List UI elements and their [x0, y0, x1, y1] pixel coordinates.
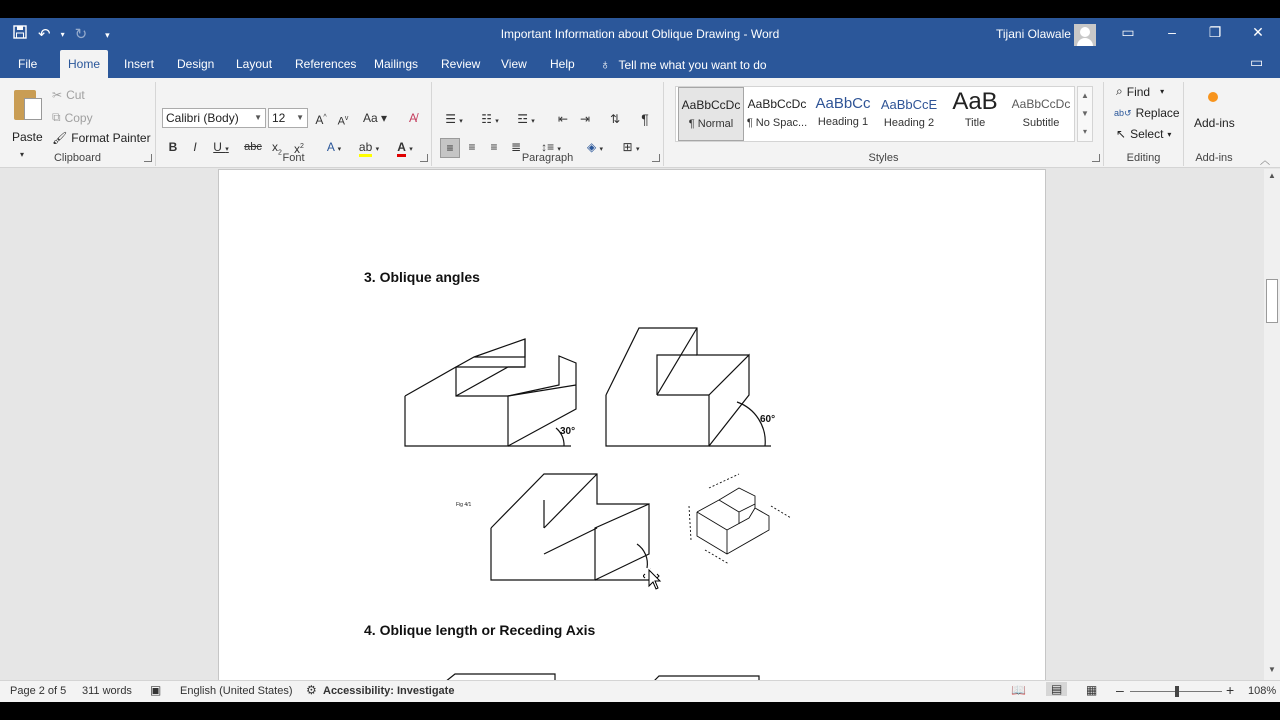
tab-mailings[interactable]: Mailings — [374, 57, 419, 71]
bullets-icon[interactable]: ☰ ▾ — [445, 112, 463, 126]
paste-icon[interactable] — [14, 88, 42, 122]
scroll-up-icon[interactable]: ▲ — [1268, 171, 1276, 180]
zoom-out-icon[interactable]: – — [1116, 682, 1124, 698]
styles-label: Styles — [868, 152, 899, 164]
show-formatting-icon[interactable]: ¶ — [641, 111, 649, 127]
format-painter-button[interactable] — [52, 131, 151, 145]
paragraph-label: Paragraph — [521, 152, 574, 164]
tab-help[interactable]: Help — [550, 57, 575, 71]
addins-button[interactable]: Add-ins — [1194, 116, 1235, 130]
decrease-indent-icon[interactable]: ⇤ — [557, 112, 569, 126]
strikethrough-icon[interactable]: abc — [244, 141, 262, 153]
status-bar — [0, 680, 1280, 702]
superscript-icon[interactable]: $x^2$ — [294, 142, 304, 156]
editing-group — [1104, 82, 1184, 166]
tab-home[interactable]: Home — [60, 50, 108, 78]
copy-icon: ⧉ — [52, 110, 61, 124]
line-spacing-icon[interactable]: ↕≡ ▾ — [541, 140, 561, 154]
style-name: ¶ Normal — [688, 118, 734, 130]
styles-scroll[interactable] — [1077, 86, 1093, 142]
style-heading-1[interactable] — [810, 87, 876, 141]
format-painter-label: Format Painter — [71, 131, 151, 145]
replace-label: Replace — [1135, 106, 1180, 120]
style-heading-2[interactable] — [876, 87, 942, 141]
tab-review[interactable]: Review — [441, 57, 481, 71]
clear-formatting-icon[interactable]: A̸ — [408, 111, 417, 125]
avatar[interactable] — [1074, 24, 1096, 46]
chevron-up-icon[interactable]: ▲ — [1081, 91, 1089, 100]
tab-file[interactable]: File — [18, 57, 38, 71]
bold-icon[interactable]: B — [168, 140, 178, 154]
redo-icon[interactable]: ↻ — [74, 25, 88, 43]
style-name: Subtitle — [1022, 117, 1060, 129]
underline-icon[interactable]: U ▾ — [213, 140, 229, 154]
cursor-move-icon — [643, 568, 663, 592]
zoom-slider-thumb[interactable] — [1175, 686, 1179, 697]
word-window — [0, 18, 1280, 702]
ribbon-display-options-icon[interactable]: ▭ — [1121, 24, 1135, 40]
figure-note: Fig 4/1 — [456, 502, 472, 508]
font-name-value: Calibri (Body) — [166, 111, 239, 125]
align-right-icon[interactable]: ≡ — [490, 140, 498, 154]
style-preview: AaBbCcDc — [681, 98, 741, 112]
copy-label: Copy — [64, 110, 93, 125]
angle-60-label: 60° — [760, 414, 776, 425]
text-effects-icon[interactable]: A ▾ — [326, 140, 342, 154]
styles-launcher-icon[interactable] — [1092, 154, 1100, 162]
read-mode-icon[interactable]: 📖 — [1011, 683, 1026, 697]
justify-icon[interactable]: ≣ — [510, 140, 522, 154]
align-left-icon[interactable]: ≡ — [440, 138, 460, 158]
style-name: ¶ No Spac... — [746, 117, 808, 129]
paragraph-group — [432, 82, 664, 166]
replace-button[interactable] — [1114, 106, 1180, 120]
increase-indent-icon[interactable]: ⇥ — [579, 112, 591, 126]
style-preview: AaB — [952, 89, 998, 115]
accessibility-status[interactable]: Accessibility: Investigate — [323, 685, 455, 697]
style-name: Heading 1 — [817, 116, 869, 128]
paste-button[interactable]: Paste — [12, 130, 43, 144]
word-count[interactable]: 311 words — [82, 685, 132, 697]
change-case-icon[interactable]: Aa ▾ — [362, 111, 388, 125]
web-layout-icon[interactable]: ▦ — [1086, 683, 1098, 697]
document-page[interactable] — [218, 169, 1046, 682]
close-icon[interactable]: ✕ — [1252, 24, 1264, 40]
cursor-icon: ↖ — [1116, 127, 1127, 141]
chevron-down-icon: ▾ — [1167, 129, 1172, 139]
chevron-down-icon: ▾ — [1160, 87, 1165, 96]
align-center-icon[interactable]: ≡ — [468, 140, 476, 154]
style-preview: AaBbCcDc — [1011, 97, 1071, 111]
borders-icon[interactable]: ⊞ ▾ — [622, 140, 640, 154]
document-area — [0, 169, 1264, 682]
clipboard-label: Clipboard — [53, 152, 102, 164]
editing-label: Editing — [1126, 152, 1161, 164]
accessibility-icon[interactable]: ⚙ — [306, 683, 317, 697]
print-layout-icon[interactable]: ▤ — [1046, 682, 1067, 696]
style-subtitle[interactable] — [1008, 87, 1074, 141]
style-preview: AaBbCc — [815, 95, 871, 112]
italic-icon[interactable]: I — [193, 140, 197, 154]
minimize-icon[interactable]: – — [1168, 24, 1176, 40]
screen-bottom-bar — [0, 702, 1280, 720]
multilevel-list-icon[interactable]: ☲ ▾ — [517, 112, 535, 126]
proofing-icon[interactable]: ▣ — [150, 683, 162, 697]
tell-me-search[interactable] — [600, 50, 767, 78]
shrink-font-icon[interactable]: $A^v$ — [337, 115, 349, 128]
font-size-value: 12 — [272, 111, 286, 125]
heading-oblique-angles: 3. Oblique angles — [364, 269, 480, 285]
undo-icon[interactable]: ↶ — [38, 25, 51, 43]
scroll-down-icon[interactable]: ▼ — [1268, 665, 1276, 674]
font-group — [156, 82, 432, 166]
addins-label: Add-ins — [1195, 152, 1233, 164]
zoom-level[interactable]: 108% — [1248, 685, 1277, 697]
heading-oblique-length: 4. Oblique length or Receding Axis — [364, 622, 596, 638]
language-indicator[interactable]: English (United States) — [180, 685, 293, 697]
clipboard-group — [0, 82, 156, 166]
sort-icon[interactable]: ⇅ — [609, 112, 621, 126]
lightbulb-icon: ♁ — [600, 56, 611, 72]
undo-dropdown-icon[interactable]: ▾ — [60, 29, 65, 39]
scissors-icon: ✂ — [52, 88, 63, 102]
styles-gallery — [675, 86, 1075, 142]
scrollbar-thumb[interactable] — [1266, 279, 1278, 323]
shading-icon[interactable]: ◈ ▾ — [586, 140, 604, 154]
page-indicator[interactable]: Page 2 of 5 — [10, 685, 67, 697]
paragraph-launcher-icon[interactable] — [652, 154, 660, 162]
tab-insert[interactable]: Insert — [124, 57, 155, 71]
clipboard-launcher-icon[interactable] — [144, 154, 152, 162]
font-color-icon[interactable]: A ▾ — [390, 138, 420, 159]
document-title: Important Information about Oblique Drawing - Word — [500, 27, 780, 41]
restore-icon[interactable]: ❐ — [1208, 24, 1222, 40]
style-no-spacing[interactable] — [744, 87, 810, 141]
find-button[interactable] — [1116, 84, 1164, 99]
cut-button[interactable] — [52, 88, 85, 102]
tell-me-label: Tell me what you want to do — [618, 58, 767, 72]
replace-icon: ab↺ — [1114, 107, 1132, 118]
vertical-scrollbar[interactable] — [1264, 169, 1280, 682]
chevron-down-icon: ▼ — [254, 113, 262, 122]
chevron-down-icon: ▼ — [296, 113, 304, 122]
font-name-combo[interactable] — [162, 108, 266, 128]
font-size-combo[interactable] — [268, 108, 308, 128]
highlight-icon[interactable]: ab ▾ — [354, 138, 384, 159]
paste-dropdown-icon[interactable]: ▾ — [20, 150, 25, 159]
title-bar — [0, 18, 1280, 50]
style-normal[interactable] — [678, 87, 744, 141]
cut-label: Cut — [66, 88, 85, 102]
customize-qat-icon[interactable]: ▾ — [105, 29, 110, 40]
addins-group — [1184, 82, 1244, 166]
chevron-down-icon[interactable]: ▼ — [1081, 109, 1089, 118]
tab-design[interactable]: Design — [177, 57, 215, 71]
subscript-icon[interactable]: $x_2$ — [272, 140, 282, 157]
user-name[interactable]: Tijani Olawale — [996, 27, 1071, 41]
copy-button[interactable] — [52, 110, 93, 125]
tab-layout[interactable]: Layout — [236, 57, 273, 71]
select-button[interactable] — [1116, 127, 1171, 141]
tab-view[interactable]: View — [501, 57, 527, 71]
collapse-ribbon-icon[interactable]: ︿ — [1260, 156, 1270, 167]
style-preview: AaBbCcE — [880, 97, 938, 112]
select-label: Select — [1130, 127, 1164, 141]
style-title[interactable] — [942, 87, 1008, 141]
numbering-icon[interactable]: ☷ ▾ — [481, 112, 499, 126]
angle-30-label: 30° — [560, 426, 576, 437]
comments-icon[interactable]: ▭ — [1250, 54, 1264, 70]
zoom-in-icon[interactable]: + — [1226, 682, 1235, 698]
oblique-angles-figure — [219, 310, 1047, 610]
font-label: Font — [282, 152, 305, 164]
more-styles-icon[interactable]: ▾ — [1082, 127, 1087, 136]
ribbon-tabs — [0, 50, 1280, 78]
style-name: Title — [964, 117, 986, 129]
find-label: Find — [1126, 84, 1151, 99]
font-launcher-icon[interactable] — [420, 154, 428, 162]
paintbrush-icon: 🖌 — [52, 131, 68, 145]
style-preview: AaBbCcDc — [747, 97, 807, 111]
style-name: Heading 2 — [883, 117, 935, 129]
addins-icon[interactable] — [1208, 92, 1218, 102]
grow-font-icon[interactable]: A^ — [315, 113, 327, 127]
search-icon: ⌕ — [1116, 84, 1123, 98]
tab-references[interactable]: References — [295, 57, 357, 71]
